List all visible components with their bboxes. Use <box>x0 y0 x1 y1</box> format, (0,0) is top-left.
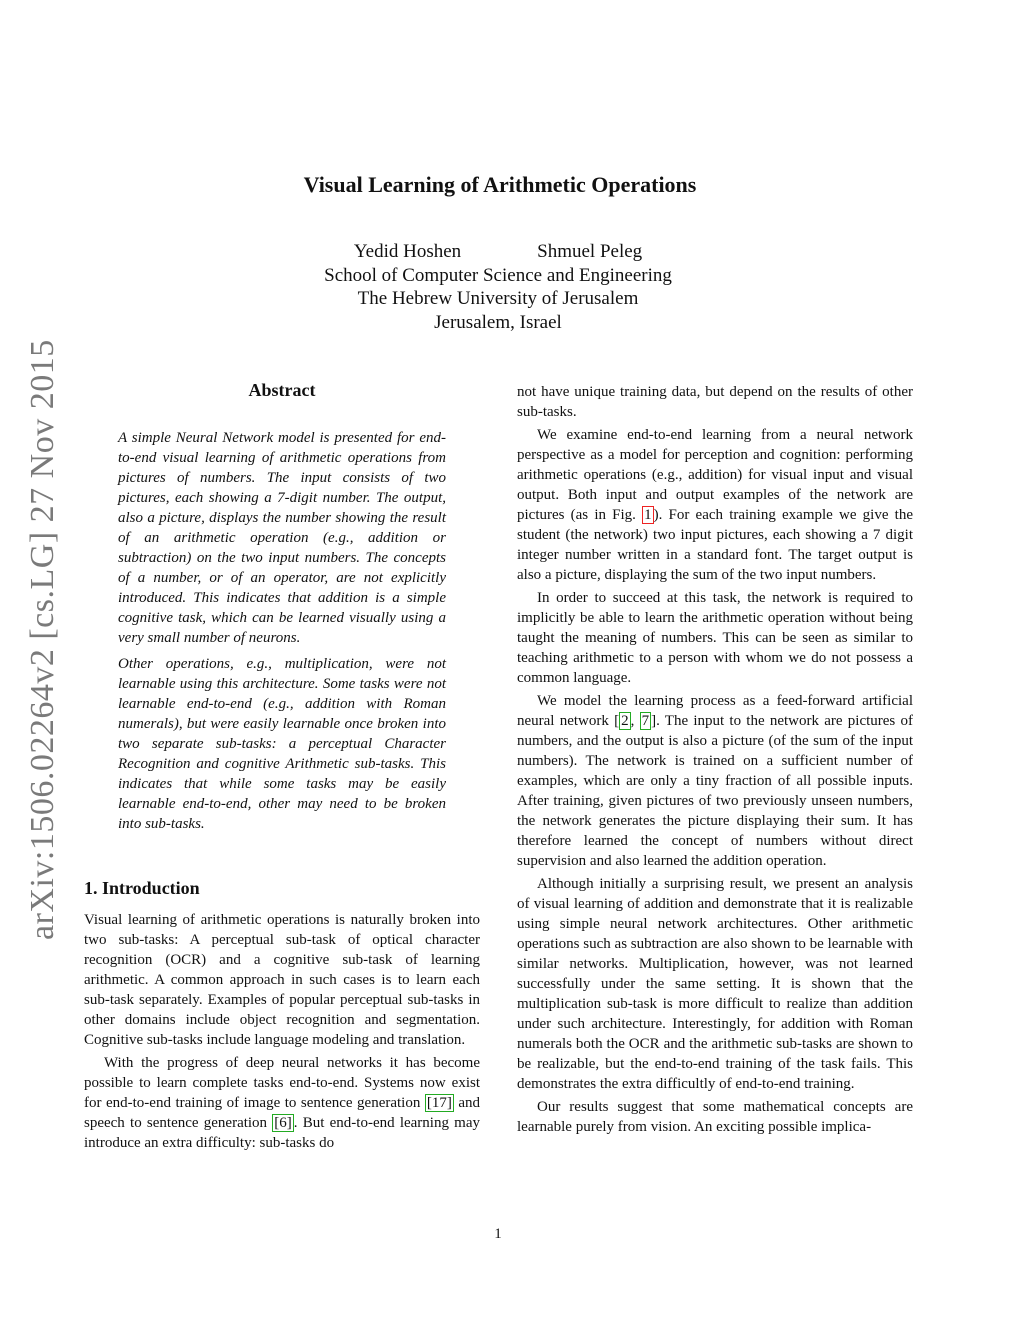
body-paragraph <box>517 691 913 871</box>
body-paragraph: Although initially a surprising result, we present an analysis of visual learning of addition and demonstrate that it is realizable using simple neural network architectures. Other arithmetic operations such as subtraction are also shown to be learnable with similar networks. Multiplication, however, was not learned successfully under the same setting. It is shown that the multiplication sub-task is more difficult to realize than addition under such architecture. Interestingly, for addition with Roman numerals both the OCR and the arithmetic sub-tasks are shown to be realizable, but the end-to-end training of the task fails. This demonstrates the extra difficultly of end-to-end training. <box>517 876 913 1092</box>
affiliation-line: Jerusalem, Israel <box>434 311 562 333</box>
body-text: , <box>630 713 640 729</box>
intro-text: and speech to sentence generation <box>84 1095 480 1131</box>
abstract-body <box>118 428 446 834</box>
citation-link-7[interactable]: 7 <box>641 713 650 729</box>
left-column <box>84 380 480 1156</box>
body-paragraph: not have unique training data, but depend on the results of other sub-tasks. <box>517 384 913 420</box>
introduction-body <box>84 910 480 1153</box>
body-paragraph: In order to succeed at this task, the network is required to implicitly be able to learn the arithmetic operation without being taught the meaning of numbers. This can be seen as similar to teaching arithmetic to a person with whom we do not possess a common language. <box>517 590 913 686</box>
body-text: We examine end-to-end learning from a neural network perspective as a model for perception and cognition: performing arithmetic operations (e.g., addition) for visual input and visual output. Both input and output examples of the network are pictures (as in Fig. <box>517 427 913 523</box>
citation-link-17[interactable]: [17] <box>426 1095 452 1111</box>
intro-text: With the progress of deep neural networks it has become possible to learn complete tasks end-to-end. Systems now exist for end-to-end training of image to sentence generation <box>84 1055 480 1111</box>
body-text: ]. The input to the network are pictures of numbers, and the output is also a picture (of the sum of the input numbers). The network is trained on a sufficient number of examples, which are only a tiny fraction of all possible inputs. After training, given pictures of two previously unseen numbers, the network generates the picture displaying their sum. It has therefore learned the concept of numbers without direct supervision and also learned the addition operation. <box>517 713 913 869</box>
body-paragraph: Our results suggest that some mathematical concepts are learnable purely from vision. An exciting possible implica- <box>517 1099 913 1135</box>
body-paragraph <box>517 425 913 585</box>
author-name: Shmuel Peleg <box>537 241 643 262</box>
page-number: 1 <box>494 1226 502 1242</box>
intro-text: . But end-to-end learning may introduce an extra difficulty: sub-tasks do <box>84 1115 480 1151</box>
figure-link-1[interactable]: 1 <box>644 507 652 523</box>
intro-paragraph: Visual learning of arithmetic operations is naturally broken into two sub-tasks: A perceptual sub-task of optical character recognition (OCR) and a cognitive sub-task of learning arithmetic. A common approach in such cases is to learn each sub-task separately. Examples of popular perceptual sub-tasks in other domains include object recognition and segmentation. Cognitive sub-tasks include language modeling and translation. <box>84 912 480 1048</box>
abstract-paragraph: Other operations, e.g., multiplication, were not learnable using this architecture. Some tasks were not learnable end-to-end (e.g., addition with Roman numerals), but were easily learnable once broken into two separate sub-tasks: a perceptual Character Recognition and cognitive Arithmetic sub-tasks. This indicates that while some tasks may be easily learnable end-to-end, other may need to be broken into sub-tasks. <box>118 656 446 832</box>
paper-title: Visual Learning of Arithmetic Operations <box>303 172 697 197</box>
body-text: ). For each training example we give the student (the network) two input pictures, each showing a 7 digit integer number written in a standard font. The target output is also a picture, displaying the sum of the two input numbers. <box>517 507 913 583</box>
abstract-paragraph: A simple Neural Network model is presented for end-to-end visual learning of arithmetic operations from pictures of numbers. The input consists of two pictures, each showing a 7-digit number. The output, also a picture, displays the number showing the result of an arithmetic operation (e.g., addition or subtraction) on the two input numbers. The concepts of a number, or of an operator, are not explicitly introduced. This indicates that addition is a simple cognitive task, which can be learned visually using a very small number of neurons. <box>118 430 446 646</box>
citation-link-2[interactable]: 2 <box>621 713 629 729</box>
affiliation-line: The Hebrew University of Jerusalem <box>357 288 639 309</box>
right-column <box>517 382 913 1140</box>
intro-paragraph <box>84 1053 480 1153</box>
author-name: Yedid Hoshen <box>353 241 462 262</box>
citation-link-6[interactable]: [6] <box>274 1115 292 1131</box>
author-block <box>0 240 996 334</box>
abstract-heading: Abstract <box>248 380 316 400</box>
section-heading-introduction: 1. Introduction <box>84 878 200 898</box>
author-names <box>0 240 996 264</box>
affiliation-line: School of Computer Science and Engineering <box>324 264 672 286</box>
arxiv-identifier-stamp: arXiv:1506.02264v2 [cs.LG] 27 Nov 2015 <box>24 339 61 940</box>
body-text: We model the learning process as a feed-forward artificial neural network [ <box>517 693 913 729</box>
